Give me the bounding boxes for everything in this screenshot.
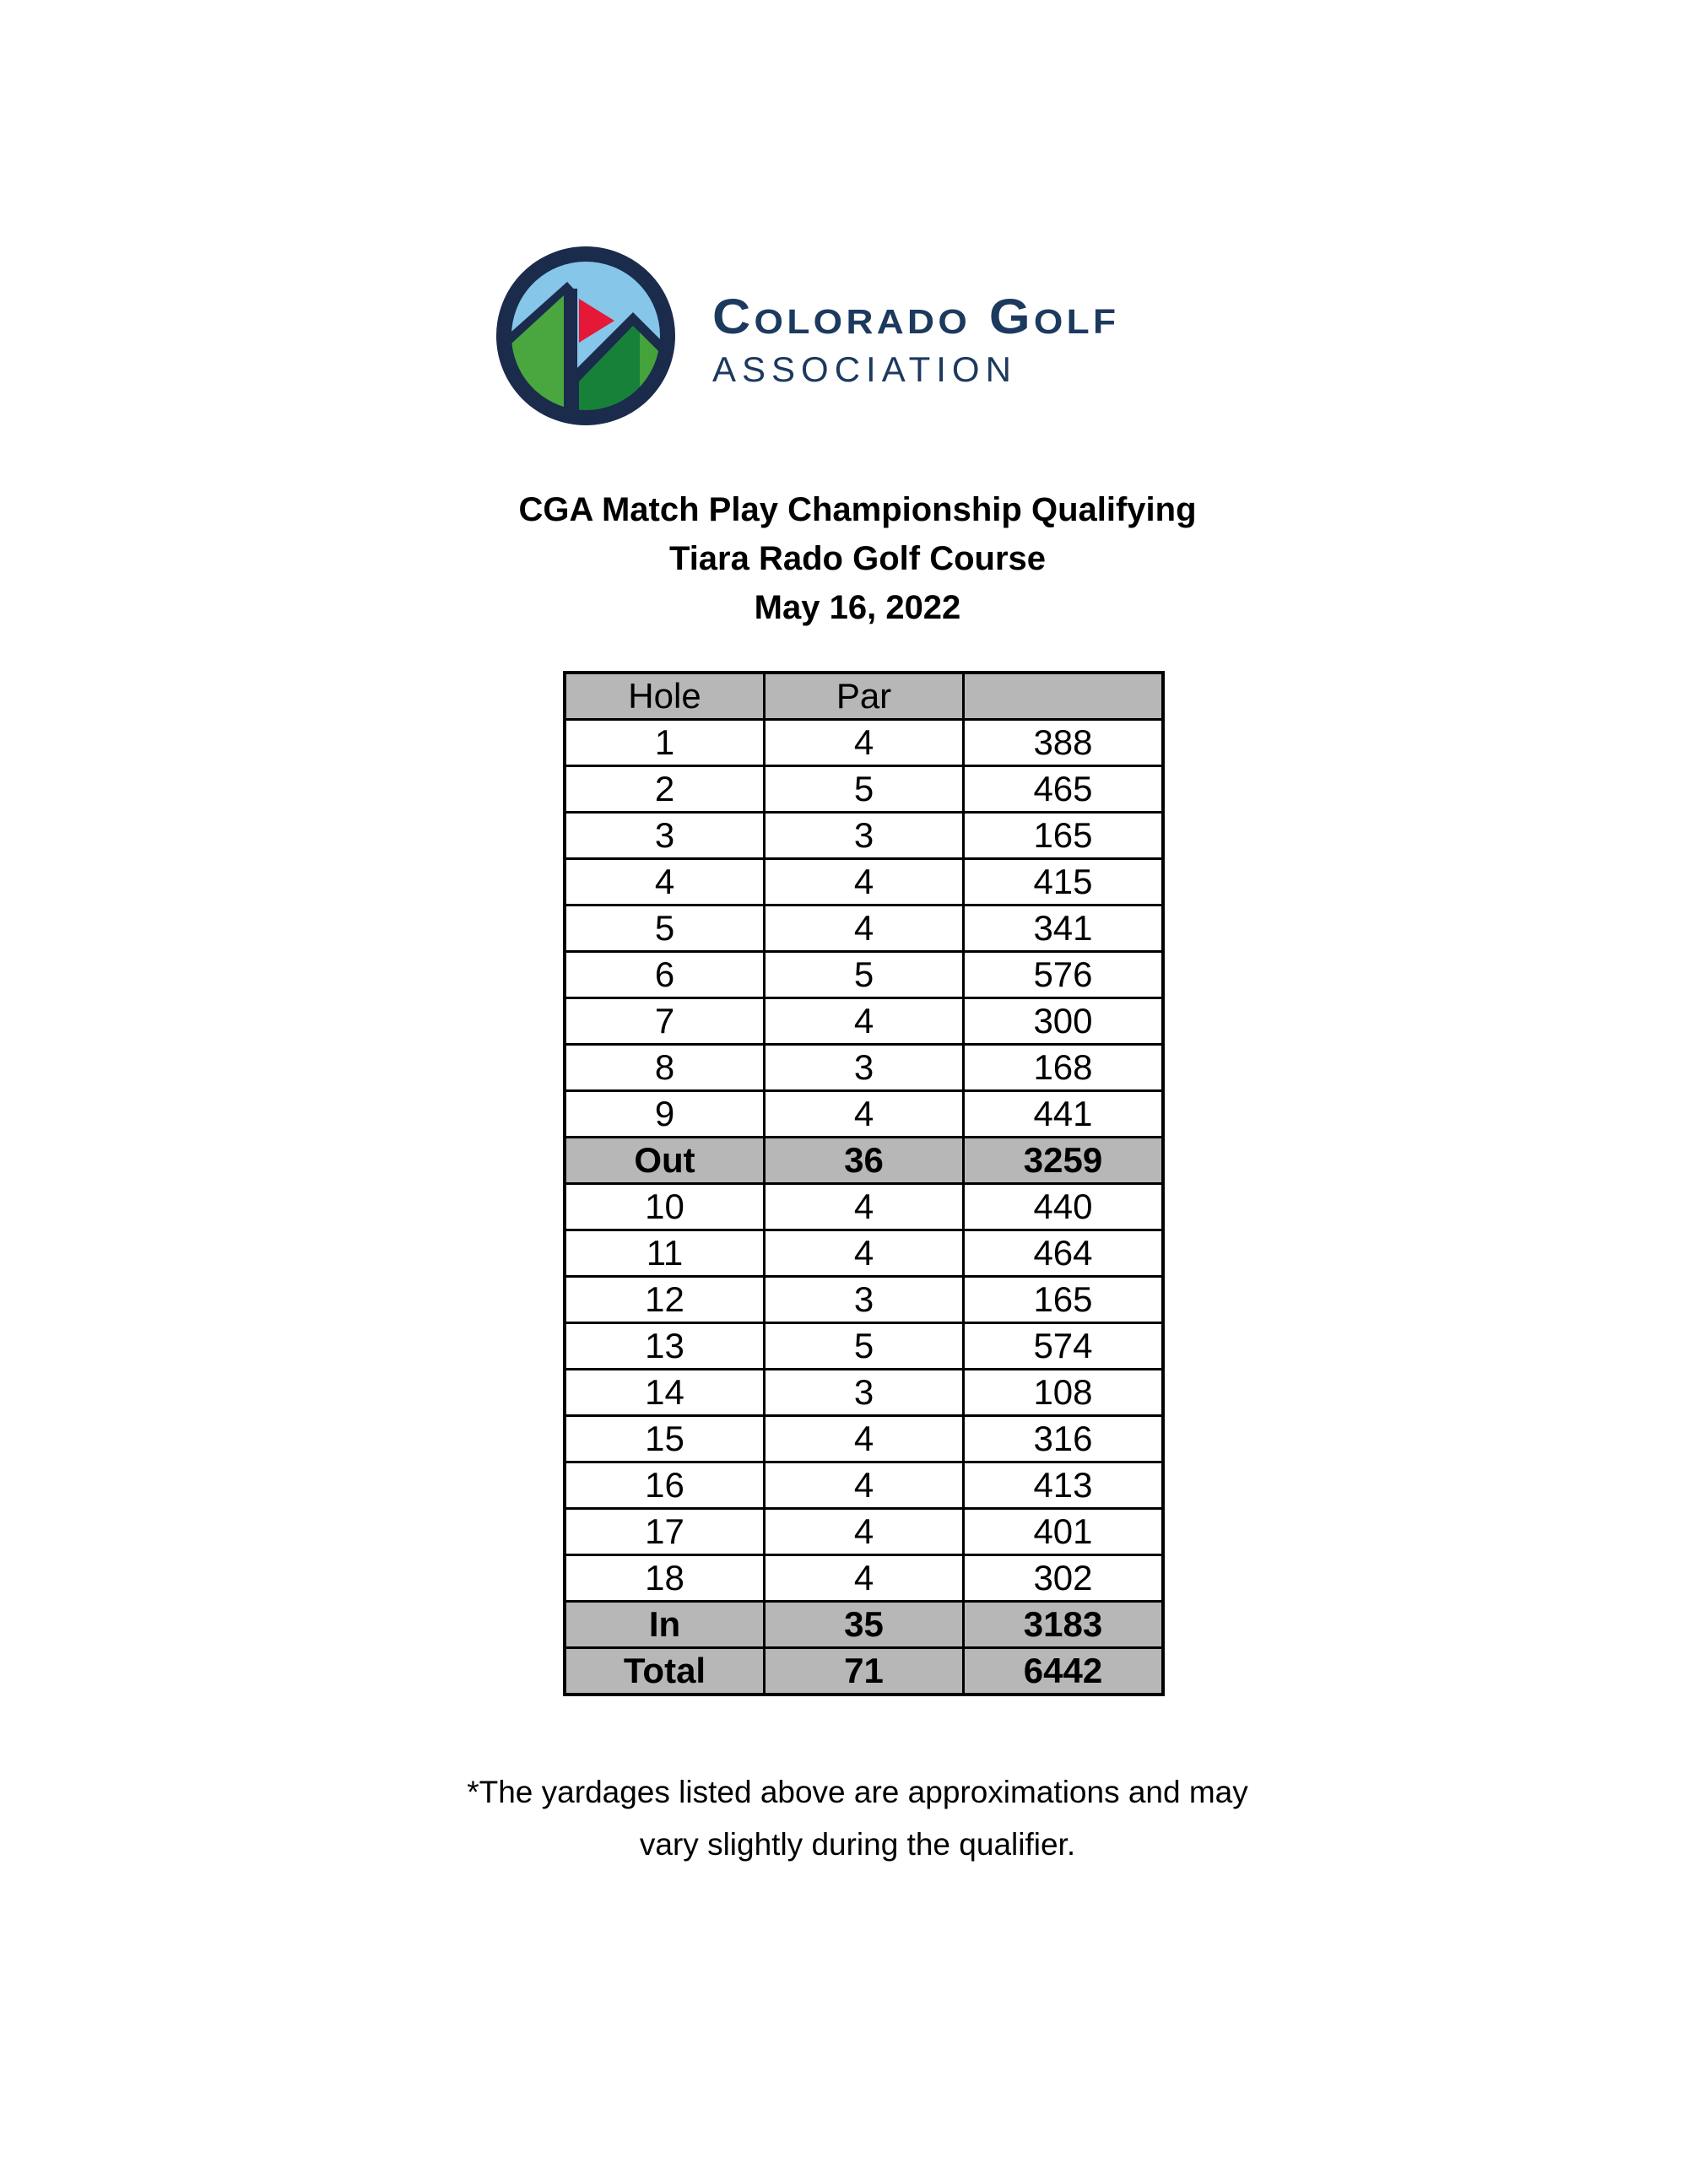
table-cell: 302 <box>964 1555 1164 1602</box>
scorecard <box>563 671 1165 1696</box>
table-cell: 36 <box>765 1138 964 1184</box>
table-cell: 6442 <box>964 1648 1164 1695</box>
table-cell: 401 <box>964 1509 1164 1555</box>
table-cell: 5 <box>765 952 964 998</box>
table-cell: 5 <box>565 905 765 952</box>
table-cell: 3 <box>765 1045 964 1091</box>
table-row <box>565 1045 1163 1091</box>
table-cell: 316 <box>964 1416 1164 1462</box>
table-row <box>565 1462 1163 1509</box>
table-row <box>565 1230 1163 1277</box>
table-cell: 3 <box>765 813 964 859</box>
table-row <box>565 905 1163 952</box>
cga-logo-icon <box>496 246 675 425</box>
footer-note-line2: vary slightly during the qualifier. <box>639 1827 1076 1862</box>
table-cell: 7 <box>565 998 765 1045</box>
table-cell: 35 <box>765 1602 964 1648</box>
table-cell: 3 <box>765 1370 964 1416</box>
table-cell: 4 <box>765 1462 964 1509</box>
table-cell: 576 <box>964 952 1164 998</box>
table-row <box>565 859 1163 905</box>
table-cell: 3 <box>565 813 765 859</box>
footer-note-line1: *The yardages listed above are approximations and may <box>467 1775 1248 1809</box>
table-cell: 10 <box>565 1184 765 1230</box>
table-row <box>565 720 1163 766</box>
header-par: Par <box>765 673 964 720</box>
table-cell: 4 <box>765 1416 964 1462</box>
table-cell: 168 <box>964 1045 1164 1091</box>
table-cell: 11 <box>565 1230 765 1277</box>
table-cell: 3 <box>765 1277 964 1323</box>
table-cell: 13 <box>565 1323 765 1370</box>
table-header-row <box>565 673 1163 720</box>
table-cell: 9 <box>565 1091 765 1138</box>
table-cell: 4 <box>765 720 964 766</box>
table-cell: 4 <box>765 1091 964 1138</box>
table-cell: 3183 <box>964 1602 1164 1648</box>
table-cell: 5 <box>765 1323 964 1370</box>
table-cell: 17 <box>565 1509 765 1555</box>
table-summary-row <box>565 1602 1163 1648</box>
logo-wordmark: Colorado Golf <box>712 289 1120 344</box>
document-title <box>27 485 1688 632</box>
table-row <box>565 766 1163 813</box>
header-hole: Hole <box>565 673 765 720</box>
cga-logo-text <box>712 289 1120 390</box>
table-row <box>565 1277 1163 1323</box>
table-cell: 108 <box>964 1370 1164 1416</box>
table-cell: Total <box>565 1648 765 1695</box>
table-cell: 4 <box>765 1230 964 1277</box>
scorecard-table-body <box>565 720 1163 1695</box>
table-cell: 71 <box>765 1648 964 1695</box>
table-row <box>565 1416 1163 1462</box>
table-cell: 14 <box>565 1370 765 1416</box>
table-row <box>565 1555 1163 1602</box>
cga-logo <box>496 246 1222 432</box>
table-cell: 4 <box>765 1184 964 1230</box>
footer-note <box>27 1766 1688 1871</box>
title-line-event: CGA Match Play Championship Qualifying <box>518 491 1197 528</box>
table-cell: 465 <box>964 766 1164 813</box>
table-cell: 413 <box>964 1462 1164 1509</box>
table-cell: 12 <box>565 1277 765 1323</box>
table-summary-row <box>565 1138 1163 1184</box>
title-line-course: Tiara Rado Golf Course <box>668 540 1046 577</box>
table-cell: 440 <box>964 1184 1164 1230</box>
scorecard-table <box>563 671 1165 1696</box>
table-cell: 1 <box>565 720 765 766</box>
table-cell: In <box>565 1602 765 1648</box>
table-cell: 341 <box>964 905 1164 952</box>
table-cell: 165 <box>964 813 1164 859</box>
table-cell: 5 <box>765 766 964 813</box>
table-cell: 18 <box>565 1555 765 1602</box>
table-cell: 4 <box>765 1555 964 1602</box>
table-cell: Out <box>565 1138 765 1184</box>
header-yardage <box>964 673 1164 720</box>
title-line-date: May 16, 2022 <box>754 589 961 626</box>
table-row <box>565 998 1163 1045</box>
table-cell: 388 <box>964 720 1164 766</box>
table-cell: 15 <box>565 1416 765 1462</box>
table-row <box>565 1091 1163 1138</box>
table-row <box>565 1323 1163 1370</box>
table-row <box>565 1184 1163 1230</box>
table-cell: 165 <box>964 1277 1164 1323</box>
table-cell: 574 <box>964 1323 1164 1370</box>
table-row <box>565 1509 1163 1555</box>
table-cell: 3259 <box>964 1138 1164 1184</box>
table-cell: 8 <box>565 1045 765 1091</box>
table-cell: 4 <box>765 905 964 952</box>
table-cell: 441 <box>964 1091 1164 1138</box>
table-cell: 415 <box>964 859 1164 905</box>
table-cell: 6 <box>565 952 765 998</box>
table-summary-row <box>565 1648 1163 1695</box>
table-cell: 4 <box>765 859 964 905</box>
table-cell: 300 <box>964 998 1164 1045</box>
table-cell: 16 <box>565 1462 765 1509</box>
logo-subtext: ASSOCIATION <box>712 349 1017 389</box>
table-row <box>565 1370 1163 1416</box>
table-cell: 4 <box>565 859 765 905</box>
table-cell: 464 <box>964 1230 1164 1277</box>
table-cell: 4 <box>765 998 964 1045</box>
table-row <box>565 813 1163 859</box>
table-row <box>565 952 1163 998</box>
table-cell: 4 <box>765 1509 964 1555</box>
table-cell: 2 <box>565 766 765 813</box>
